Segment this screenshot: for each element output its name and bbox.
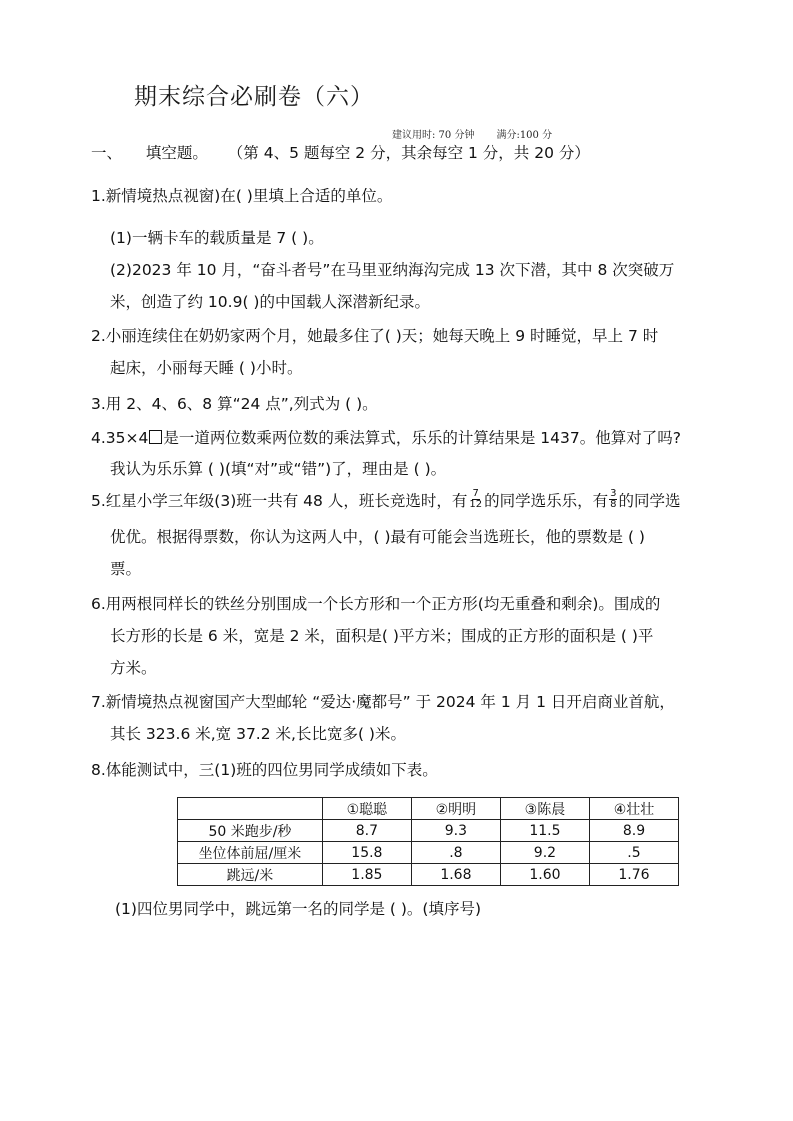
question-5-line-2: 优优。根据得票数，你认为这两人中，( )最有可能会当选班长，他的票数是 ( ) <box>110 528 645 546</box>
question-5-text-b: 的同学选乐乐，有 <box>484 492 609 510</box>
section-heading <box>91 143 590 163</box>
table-row-label: 跳远/米 <box>178 864 323 886</box>
question-7-line-1: 7.新情境热点视窗国产大型邮轮 “爱达·魔都号” 于 2024 年 1 月 1 日开启商业首航， <box>91 693 675 711</box>
table-cell: 8.7 <box>322 820 411 842</box>
question-2-line-2: 起床，小丽每天睡 ( )小时。 <box>110 359 303 377</box>
section-note: （第 4、5 题每空 2 分，其余每空 1 分，共 20 分） <box>227 144 590 162</box>
table-cell: 11.5 <box>500 820 589 842</box>
question-4-line-1 <box>91 428 681 448</box>
blank-digit-box <box>149 430 162 444</box>
question-4-line-2: 我认为乐乐算 ( )(填“对”或“错”)了，理由是 ( )。 <box>110 460 447 478</box>
table-row-label: 坐位体前屈/厘米 <box>178 842 323 864</box>
table-header-row <box>178 798 679 820</box>
table-row-label: 50 米跑步/秒 <box>178 820 323 842</box>
table-cell: 9.3 <box>411 820 500 842</box>
section-name: 填空题。 <box>145 144 208 162</box>
table-cell: 8.9 <box>589 820 678 842</box>
question-1-sub-2-line-2: 米，创造了约 10.9( )的中国载人深潜新纪录。 <box>110 293 430 311</box>
full-score: 满分:100 分 <box>496 130 553 141</box>
question-8-stem: 8.体能测试中，三(1)班的四位男同学成绩如下表。 <box>91 761 438 779</box>
table-cell: 15.8 <box>322 842 411 864</box>
question-1-sub-1: (1)一辆卡车的载质量是 7 ( )。 <box>110 229 324 247</box>
table-row <box>178 820 679 842</box>
question-8-sub-1: (1)四位男同学中，跳远第一名的同学是 ( )。(填序号) <box>115 900 481 918</box>
table-cell: 1.60 <box>500 864 589 886</box>
question-5-line-3: 票。 <box>110 560 142 578</box>
fitness-score-table <box>177 797 679 886</box>
table-cell: 9.2 <box>500 842 589 864</box>
table-cell: 1.68 <box>411 864 500 886</box>
question-5-line-1 <box>91 488 681 512</box>
exam-meta <box>392 126 552 141</box>
table-cell: 1.76 <box>589 864 678 886</box>
question-2-line-1: 2.小丽连续住在奶奶家两个月，她最多住了( )天；她每天晚上 9 时睡觉，早上 7 时 <box>91 327 659 345</box>
suggested-time: 建议用时: 70 分钟 <box>392 130 475 141</box>
table-cell: .8 <box>411 842 500 864</box>
table-row <box>178 842 679 864</box>
question-5-text-a: 5.红星小学三年级(3)班一共有 48 人，班长竞选时，有 <box>91 492 468 510</box>
table-header-cell: ①聪聪 <box>322 798 411 820</box>
table-row <box>178 864 679 886</box>
fraction-three-eighths: $\frac{3}{8}$ <box>610 488 617 510</box>
question-1-stem: 1.新情境热点视窗)在( )里填上合适的单位。 <box>91 187 393 205</box>
table-header-cell <box>178 798 323 820</box>
question-6-line-1: 6.用两根同样长的铁丝分别围成一个长方形和一个正方形(均无重叠和剩余)。围成的 <box>91 595 661 613</box>
fraction-seven-twelfths: $\frac{7}{12}$ <box>469 488 483 510</box>
question-4-text: 是一道两位数乘两位数的乘法算式，乐乐的计算结果是 1437。他算对了吗? <box>163 429 681 447</box>
table-header-cell: ④壮壮 <box>589 798 678 820</box>
section-number: 一、 <box>91 144 123 162</box>
question-1-sub-2-line-1: (2)2023 年 10 月，“奋斗者号”在马里亚纳海沟完成 13 次下潜，其中 8 次突破万 <box>110 261 675 279</box>
question-6-line-2: 长方形的长是 6 米，宽是 2 米，面积是( )平方米；围成的正方形的面积是 ( )平 <box>110 627 654 645</box>
question-5-text-c: 的同学选 <box>618 492 681 510</box>
exam-title: 期末综合必刷卷（六） <box>134 84 374 110</box>
table-cell: 1.85 <box>322 864 411 886</box>
question-4-expression: 4.35×4 <box>91 429 149 447</box>
question-6-line-3: 方米。 <box>110 659 157 677</box>
table-header-cell: ②明明 <box>411 798 500 820</box>
table-cell: .5 <box>589 842 678 864</box>
table-header-cell: ③陈晨 <box>500 798 589 820</box>
question-7-line-2: 其长 323.6 米,宽 37.2 米,长比宽多( )米。 <box>110 725 406 743</box>
question-3: 3.用 2、4、6、8 算“24 点”,列式为 ( )。 <box>91 395 378 413</box>
